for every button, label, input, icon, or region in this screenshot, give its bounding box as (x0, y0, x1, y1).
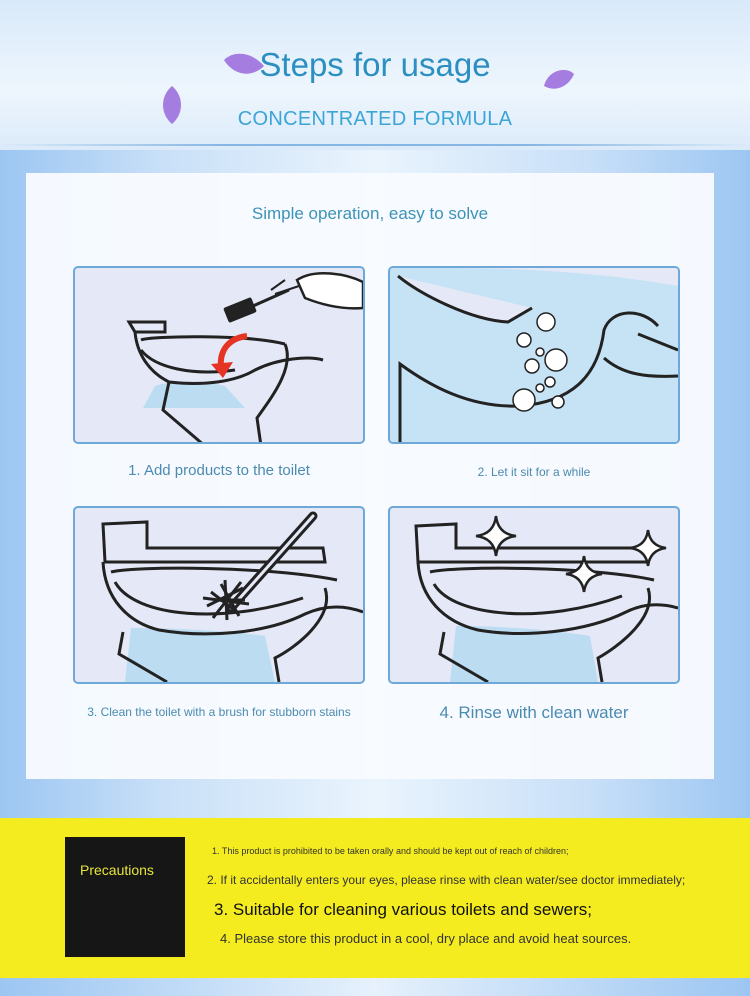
step-caption: 4. Rinse with clean water (439, 703, 629, 722)
steps-panel (26, 173, 714, 779)
toilet-bubbles-illustration (388, 266, 680, 444)
toilet-brush-illustration (73, 506, 365, 684)
step-caption: 2. Let it sit for a while (477, 465, 591, 479)
precaution-note: 1. This product is prohibited to be taken orally and should be kept out of reach of children; (212, 846, 569, 856)
footer-strip (0, 978, 750, 996)
panel-heading: Simple operation, easy to solve (251, 204, 489, 223)
precaution-note: 3. Suitable for cleaning various toilets and sewers; (214, 900, 592, 919)
toilet-sparkle-illustration (388, 506, 680, 684)
page-title: Steps for usage (259, 46, 491, 83)
precaution-note: 4. Please store this product in a cool, dry place and avoid heat sources. (220, 931, 632, 946)
step-caption: 1. Add products to the toilet (128, 462, 310, 479)
precautions-label-box (65, 837, 185, 957)
precaution-note: 2. If it accidentally enters your eyes, please rinse with clean water/see doctor immediately; (207, 873, 686, 887)
precautions-label: Precautions (80, 862, 154, 878)
toilet-add-product-illustration (73, 266, 365, 444)
step-caption: 3. Clean the toilet with a brush for stubborn stains (87, 705, 351, 719)
divider (0, 144, 750, 146)
page-subtitle: CONCENTRATED FORMULA (237, 108, 513, 130)
